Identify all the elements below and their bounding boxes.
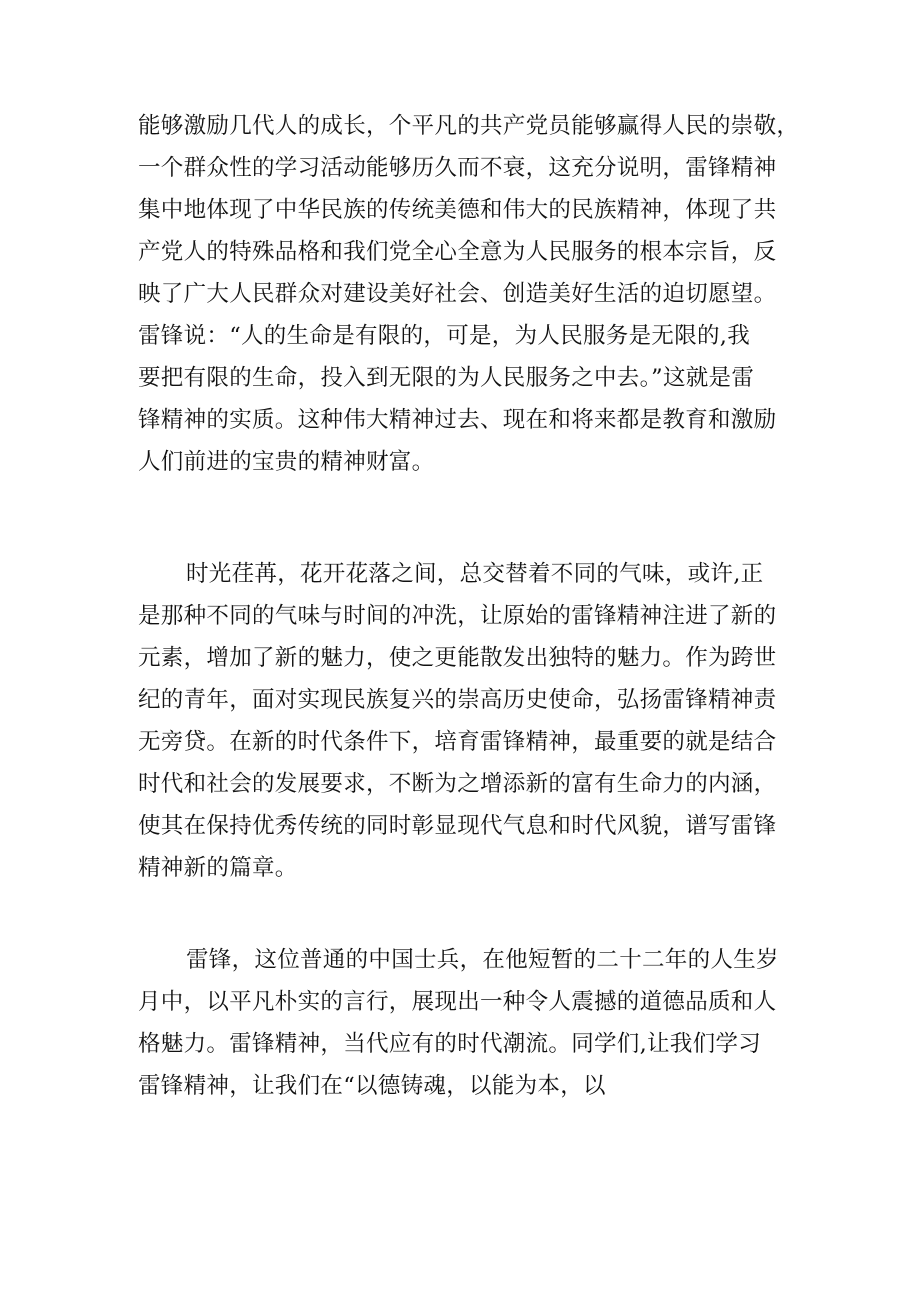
paragraph-line: 纪的青年，面对实现民族复兴的崇高历史使命，弘扬雷锋精神责 (138, 687, 777, 713)
paragraph-line: 雷锋精神，让我们在“以德铸魂，以能为本，以 (138, 1073, 606, 1099)
paragraph-line: 无旁贷。在新的时代条件下，培育雷锋精神，最重要的就是结合 (138, 729, 777, 755)
paragraph-line: 格魅力。雷锋精神，当代应有的时代潮流。同学们,让我们学习 (138, 1031, 762, 1057)
paragraph-line: 一个群众性的学习活动能够历久而不衰，这充分说明，雷锋精神 (138, 155, 777, 181)
paragraph-line: 雷锋说：“人的生命是有限的，可是，为人民服务是无限的,我 (138, 323, 751, 349)
paragraph-line: 精神新的篇章。 (138, 855, 298, 881)
paragraph-line: 产党人的特殊品格和我们党全心全意为人民服务的根本宗旨，反 (138, 239, 777, 265)
paragraph-line: 雷锋，这位普通的中国士兵，在他短暂的二十二年的人生岁 (186, 947, 779, 973)
paragraph-line: 时光荏苒，花开花落之间，总交替着不同的气味，或许,正 (186, 561, 764, 587)
paragraph-line: 人们前进的宝贵的精神财富。 (138, 449, 435, 475)
paragraph-line: 要把有限的生命，投入到无限的为人民服务之中去。”这就是雷 (138, 365, 755, 391)
paragraph-line: 能够激励几代人的成长，个平凡的共产党员能够赢得人民的崇敬， (138, 113, 800, 139)
paragraph-line: 元素，增加了新的魅力，使之更能散发出独特的魅力。作为跨世 (138, 645, 777, 671)
paragraph-line: 映了广大人民群众对建设美好社会、创造美好生活的迫切愿望。 (138, 281, 777, 307)
paragraph-line: 月中，以平凡朴实的言行，展现出一种令人震撼的道德品质和人 (138, 989, 777, 1015)
paragraph-line: 锋精神的实质。这种伟大精神过去、现在和将来都是教育和激励 (138, 407, 777, 433)
paragraph-line: 集中地体现了中华民族的传统美德和伟大的民族精神，体现了共 (138, 197, 777, 223)
paragraph-line: 时代和社会的发展要求，不断为之增添新的富有生命力的内涵， (138, 771, 777, 797)
paragraph-line: 使其在保持优秀传统的同时彰显现代气息和时代风貌，谱写雷锋 (138, 813, 777, 839)
paragraph-line: 是那种不同的气味与时间的冲洗，让原始的雷锋精神注进了新的 (138, 603, 777, 629)
